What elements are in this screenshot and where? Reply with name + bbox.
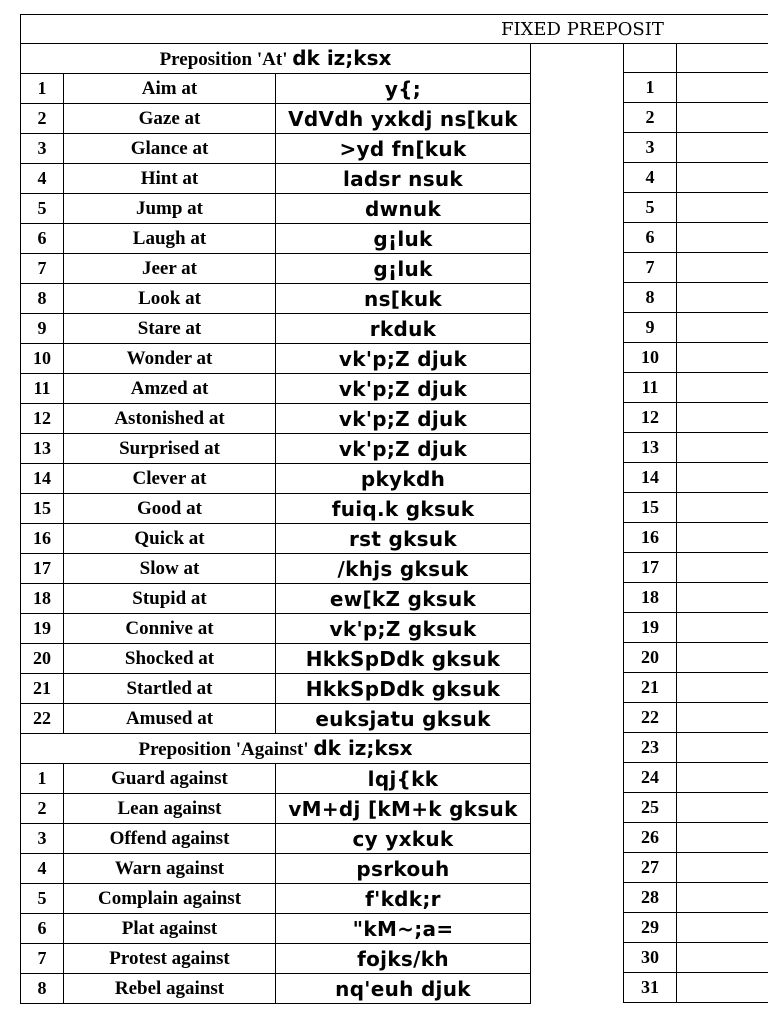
table-row (21, 764, 531, 794)
section-header-at (21, 44, 531, 74)
truncated-cell (677, 883, 768, 913)
english-phrase: Laugh at (64, 224, 276, 254)
table-row (21, 944, 531, 974)
truncated-cell (677, 103, 768, 133)
truncated-cell (677, 733, 768, 763)
row-number: 7 (21, 254, 64, 284)
truncated-cell (677, 73, 768, 103)
hindi-meaning: g¡luk (276, 224, 531, 254)
table-row (21, 164, 531, 194)
english-phrase: Slow at (64, 554, 276, 584)
truncated-cell (677, 133, 768, 163)
table-row (21, 584, 531, 614)
table-row (624, 823, 768, 853)
english-phrase: Stare at (64, 314, 276, 344)
page-title: FIXED PREPOSIT (501, 19, 664, 40)
english-phrase: Connive at (64, 614, 276, 644)
right-blank-row (624, 43, 768, 73)
table-row (624, 253, 768, 283)
row-number: 6 (624, 223, 677, 253)
table-row (624, 703, 768, 733)
right-blank-cell (624, 43, 677, 73)
truncated-cell (677, 193, 768, 223)
truncated-cell (677, 313, 768, 343)
row-number: 3 (21, 134, 64, 164)
english-phrase: Hint at (64, 164, 276, 194)
row-number: 28 (624, 883, 677, 913)
hindi-meaning: HkkSpDdk gksuk (276, 644, 531, 674)
row-number: 17 (624, 553, 677, 583)
table-row (21, 224, 531, 254)
table-row (21, 464, 531, 494)
table-row (21, 104, 531, 134)
row-number: 15 (624, 493, 677, 523)
table-row (21, 254, 531, 284)
right-number-column-body (624, 43, 768, 1003)
english-phrase: Offend against (64, 824, 276, 854)
truncated-cell (677, 823, 768, 853)
hindi-meaning: vk'p;Z djuk (276, 344, 531, 374)
english-phrase: Jump at (64, 194, 276, 224)
row-number: 19 (21, 614, 64, 644)
row-number: 6 (21, 224, 64, 254)
hindi-meaning: pkykdh (276, 464, 531, 494)
truncated-cell (677, 433, 768, 463)
row-number: 17 (21, 554, 64, 584)
row-number: 13 (21, 434, 64, 464)
row-number: 3 (624, 133, 677, 163)
table-row (21, 824, 531, 854)
table-row (624, 133, 768, 163)
english-phrase: Jeer at (64, 254, 276, 284)
row-number: 20 (624, 643, 677, 673)
table-row (624, 553, 768, 583)
hindi-meaning: g¡luk (276, 254, 531, 284)
row-number: 2 (624, 103, 677, 133)
row-number: 10 (21, 344, 64, 374)
truncated-cell (677, 343, 768, 373)
english-phrase: Astonished at (64, 404, 276, 434)
english-phrase: Quick at (64, 524, 276, 554)
truncated-cell (677, 463, 768, 493)
hindi-meaning: VdVdh yxkdj ns[kuk (276, 104, 531, 134)
truncated-cell (677, 163, 768, 193)
row-number: 14 (624, 463, 677, 493)
english-phrase: Good at (64, 494, 276, 524)
english-phrase: Look at (64, 284, 276, 314)
english-phrase: Wonder at (64, 344, 276, 374)
table-row (624, 853, 768, 883)
hindi-meaning: lqj{kk (276, 764, 531, 794)
row-number: 4 (21, 164, 64, 194)
hindi-meaning: vk'p;Z djuk (276, 434, 531, 464)
truncated-cell (677, 853, 768, 883)
table-row (624, 433, 768, 463)
table-row (624, 373, 768, 403)
truncated-cell (677, 553, 768, 583)
row-number: 5 (21, 884, 64, 914)
table-row (624, 613, 768, 643)
table-row (624, 343, 768, 373)
table-row (21, 74, 531, 104)
english-phrase: Glance at (64, 134, 276, 164)
hindi-meaning: y{; (276, 74, 531, 104)
row-number: 7 (21, 944, 64, 974)
truncated-cell (677, 943, 768, 973)
table-row (624, 733, 768, 763)
truncated-cell (677, 523, 768, 553)
table-row (21, 884, 531, 914)
section-header-against (21, 734, 531, 764)
table-row (21, 194, 531, 224)
table-row (21, 974, 531, 1004)
row-number: 16 (624, 523, 677, 553)
hindi-meaning: rst gksuk (276, 524, 531, 554)
english-phrase: Startled at (64, 674, 276, 704)
table-row (21, 344, 531, 374)
hindi-meaning: euksjatu gksuk (276, 704, 531, 734)
row-number: 1 (21, 74, 64, 104)
table-row (624, 163, 768, 193)
row-number: 23 (624, 733, 677, 763)
row-number: 18 (21, 584, 64, 614)
hindi-meaning: nq'euh djuk (276, 974, 531, 1004)
table-row (21, 284, 531, 314)
table-row (21, 614, 531, 644)
row-number: 18 (624, 583, 677, 613)
prepositions-table (20, 43, 531, 1004)
table-row (624, 523, 768, 553)
hindi-meaning: >yd fn[kuk (276, 134, 531, 164)
row-number: 22 (21, 704, 64, 734)
table-row (624, 313, 768, 343)
row-number: 4 (624, 163, 677, 193)
row-number: 2 (21, 794, 64, 824)
section-header-hindi: dk iz;ksx (292, 46, 392, 70)
hindi-meaning: vk'p;Z gksuk (276, 614, 531, 644)
table-row (624, 583, 768, 613)
truncated-cell (677, 793, 768, 823)
row-number: 1 (21, 764, 64, 794)
row-number: 25 (624, 793, 677, 823)
hindi-meaning: dwnuk (276, 194, 531, 224)
hindi-meaning: ew[kZ gksuk (276, 584, 531, 614)
row-number: 21 (624, 673, 677, 703)
hindi-meaning: f'kdk;r (276, 884, 531, 914)
row-number: 24 (624, 763, 677, 793)
hindi-meaning: rkduk (276, 314, 531, 344)
row-number: 13 (624, 433, 677, 463)
truncated-cell (677, 643, 768, 673)
hindi-meaning: ladsr nsuk (276, 164, 531, 194)
english-phrase: Surprised at (64, 434, 276, 464)
table-row (21, 314, 531, 344)
english-phrase: Aim at (64, 74, 276, 104)
truncated-cell (677, 673, 768, 703)
table-row (624, 793, 768, 823)
prepositions-table-body (21, 44, 531, 1004)
table-row (624, 463, 768, 493)
table-row (624, 73, 768, 103)
hindi-meaning: psrkouh (276, 854, 531, 884)
table-row (624, 973, 768, 1003)
table-row (21, 374, 531, 404)
row-number: 14 (21, 464, 64, 494)
truncated-cell (677, 253, 768, 283)
english-phrase: Plat against (64, 914, 276, 944)
hindi-meaning: ns[kuk (276, 284, 531, 314)
row-number: 8 (624, 283, 677, 313)
table-row (21, 854, 531, 884)
right-blank-cell (677, 43, 768, 73)
row-number: 22 (624, 703, 677, 733)
truncated-cell (677, 223, 768, 253)
section-header-english: Preposition 'At' (159, 49, 288, 70)
section-header-hindi: dk iz;ksx (313, 736, 413, 760)
row-number: 30 (624, 943, 677, 973)
table-row (624, 673, 768, 703)
row-number: 26 (624, 823, 677, 853)
table-row (21, 404, 531, 434)
hindi-meaning: "kM~;a= (276, 914, 531, 944)
truncated-cell (677, 973, 768, 1003)
row-number: 3 (21, 824, 64, 854)
english-phrase: Lean against (64, 794, 276, 824)
truncated-cell (677, 913, 768, 943)
truncated-cell (677, 373, 768, 403)
hindi-meaning: HkkSpDdk gksuk (276, 674, 531, 704)
row-number: 7 (624, 253, 677, 283)
truncated-cell (677, 613, 768, 643)
english-phrase: Protest against (64, 944, 276, 974)
truncated-cell (677, 283, 768, 313)
english-phrase: Complain against (64, 884, 276, 914)
truncated-cell (677, 703, 768, 733)
table-row (624, 883, 768, 913)
english-phrase: Warn against (64, 854, 276, 884)
table-row (624, 223, 768, 253)
truncated-cell (677, 763, 768, 793)
table-row (624, 103, 768, 133)
table-row (624, 493, 768, 523)
row-number: 20 (21, 644, 64, 674)
title-row (20, 14, 768, 44)
table-row (21, 554, 531, 584)
english-phrase: Rebel against (64, 974, 276, 1004)
hindi-meaning: cy yxkuk (276, 824, 531, 854)
table-row (21, 434, 531, 464)
row-number: 5 (624, 193, 677, 223)
table-row (624, 913, 768, 943)
row-number: 9 (21, 314, 64, 344)
table-row (624, 403, 768, 433)
row-number: 31 (624, 973, 677, 1003)
table-row (21, 914, 531, 944)
row-number: 12 (21, 404, 64, 434)
row-number: 6 (21, 914, 64, 944)
row-number: 8 (21, 284, 64, 314)
row-number: 16 (21, 524, 64, 554)
truncated-cell (677, 403, 768, 433)
row-number: 15 (21, 494, 64, 524)
row-number: 10 (624, 343, 677, 373)
row-number: 4 (21, 854, 64, 884)
english-phrase: Gaze at (64, 104, 276, 134)
row-number: 27 (624, 853, 677, 883)
truncated-cell (677, 493, 768, 523)
table-row (21, 494, 531, 524)
table-row (624, 193, 768, 223)
table-row (21, 524, 531, 554)
table-row (624, 283, 768, 313)
row-number: 11 (624, 373, 677, 403)
row-number: 8 (21, 974, 64, 1004)
row-number: 9 (624, 313, 677, 343)
row-number: 11 (21, 374, 64, 404)
table-row (624, 763, 768, 793)
row-number: 29 (624, 913, 677, 943)
row-number: 1 (624, 73, 677, 103)
hindi-meaning: /khjs gksuk (276, 554, 531, 584)
hindi-meaning: vM+dj [kM+k gksuk (276, 794, 531, 824)
table-row (21, 674, 531, 704)
row-number: 12 (624, 403, 677, 433)
table-row (21, 644, 531, 674)
hindi-meaning: vk'p;Z djuk (276, 404, 531, 434)
hindi-meaning: vk'p;Z djuk (276, 374, 531, 404)
english-phrase: Stupid at (64, 584, 276, 614)
english-phrase: Amzed at (64, 374, 276, 404)
table-row (21, 134, 531, 164)
truncated-cell (677, 583, 768, 613)
hindi-meaning: fojks/kh (276, 944, 531, 974)
section-header-cell (21, 734, 531, 764)
row-number: 5 (21, 194, 64, 224)
row-number: 21 (21, 674, 64, 704)
english-phrase: Shocked at (64, 644, 276, 674)
row-number: 2 (21, 104, 64, 134)
table-row (624, 643, 768, 673)
english-phrase: Guard against (64, 764, 276, 794)
table-row (21, 704, 531, 734)
table-row (624, 943, 768, 973)
english-phrase: Clever at (64, 464, 276, 494)
right-number-column (623, 43, 768, 1003)
section-header-english: Preposition 'Against' (138, 739, 309, 760)
table-row (21, 794, 531, 824)
hindi-meaning: fuiq.k gksuk (276, 494, 531, 524)
section-header-cell (21, 44, 531, 74)
english-phrase: Amused at (64, 704, 276, 734)
row-number: 19 (624, 613, 677, 643)
